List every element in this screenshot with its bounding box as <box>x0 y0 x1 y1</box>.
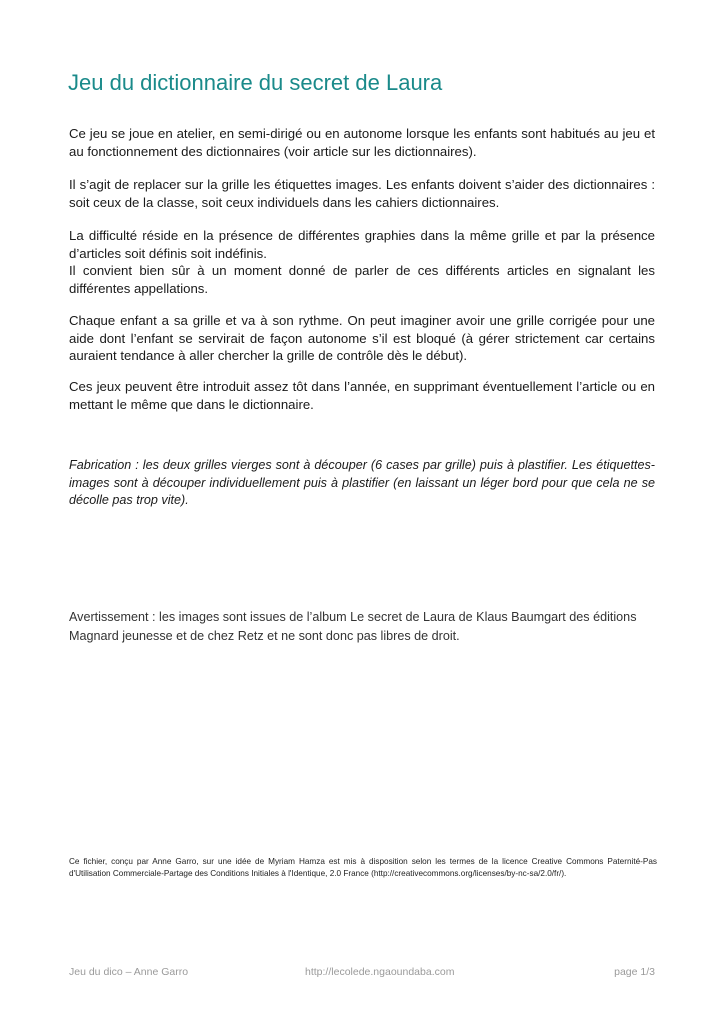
difficulty-block <box>69 227 655 297</box>
rules-paragraph: Il s’agit de replacer sur la grille les étiquettes images. Les enfants doivent s’aider des dictionnaires : soit ceux de la classe, soit ceux individuels dans les cahiers dictionnaires. <box>69 177 655 210</box>
page-title: Jeu du dictionnaire du secret de Laura <box>68 70 443 95</box>
license-notice: Ce fichier, conçu par Anne Garro, sur une idée de Myriam Hamza est mis à disposition selon les termes de la licence Creative Commons Paternité-Pas d'Utilisation Commerciale-Partage des Conditions Initiales à l'Identique, 2.0 France (http://creativecommons.org/licenses/by-nc-sa/2.0/fr/). <box>69 857 657 878</box>
footer-url: http://lecolede.ngaoundaba.com <box>305 966 455 978</box>
timing-paragraph: Ces jeux peuvent être introduit assez tôt dans l’année, en supprimant éventuellement l’article ou en mettant le même que dans le dictionnaire. <box>69 379 655 412</box>
difficulty-paragraph: La difficulté réside en la présence de différentes graphies dans la même grille et par la présence d’articles soit définis soit indéfinis. <box>69 228 655 261</box>
warning-note: Avertissement : les images sont issues de l’album Le secret de Laura de Klaus Baumgart des éditions Magnard jeunesse et de chez Retz et ne sont donc pas libres de droit. <box>69 610 637 643</box>
footer-page-number: page 1/3 <box>614 966 655 978</box>
articles-paragraph: Il convient bien sûr à un moment donné de parler de ces différents articles en signalant les différentes appellations. <box>69 263 655 296</box>
fabrication-note: Fabrication : les deux grilles vierges sont à découper (6 cases par grille) puis à plastifier. Les étiquettes-images sont à découper individuellement puis à plastifier (en laissant un léger bord pour que cela ne se décolle pas trop vite). <box>69 458 655 507</box>
intro-paragraph: Ce jeu se joue en atelier, en semi-dirigé ou en autonome lorsque les enfants sont habitués au jeu et au fonctionnement des dictionnaires (voir article sur les dictionnaires). <box>69 126 655 159</box>
footer-author: Jeu du dico – Anne Garro <box>69 966 189 978</box>
page-footer <box>69 966 655 980</box>
rhythm-paragraph: Chaque enfant a sa grille et va à son rythme. On peut imaginer avoir une grille corrigée pour une aide dont l’enfant se servirait de façon autonome s’il est bloqué (à gérer strictement car certains auraient tendance à aller chercher la grille de contrôle dès le début). <box>69 313 655 363</box>
